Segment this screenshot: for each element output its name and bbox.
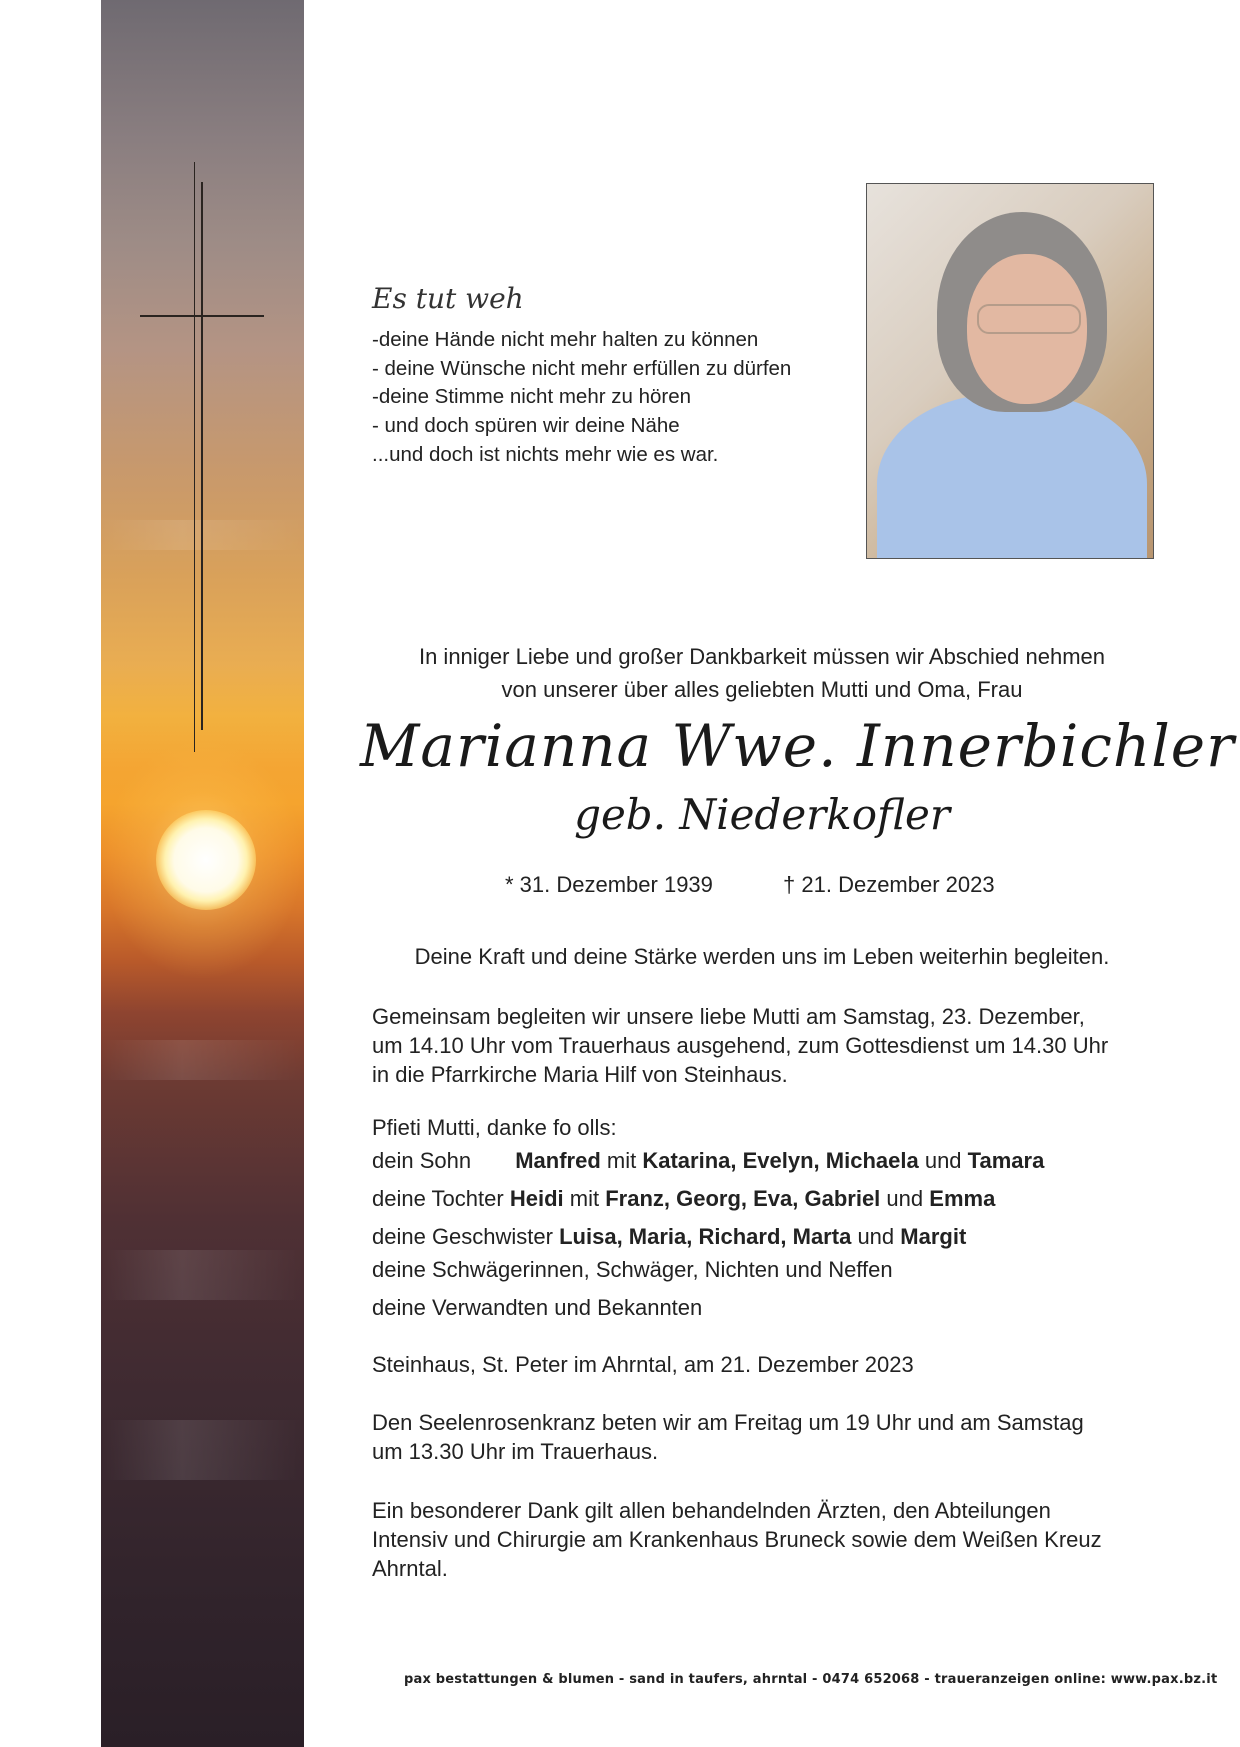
birth-date: * 31. Dezember 1939 (505, 872, 713, 897)
thanks-line: Ahrntal. (372, 1556, 448, 1581)
place-date-text: Steinhaus, St. Peter im Ahrntal, am 21. Dezember 2023 (372, 1352, 914, 1377)
siblings-and: und (857, 1224, 895, 1249)
son-last-child: Tamara (967, 1148, 1045, 1173)
cloud-streak (101, 1250, 304, 1300)
cloud-streak (101, 1040, 304, 1080)
sun (156, 810, 256, 910)
daughter-last-child: Emma (929, 1186, 996, 1211)
son-and: und (924, 1148, 962, 1173)
rosary-line: Den Seelenrosenkranz beten wir am Freitag um 19 Uhr und am Samstag (372, 1410, 1084, 1435)
thanks-line: Intensiv und Chirurgie am Krankenhaus Bruneck sowie dem Weißen Kreuz (372, 1527, 1102, 1552)
son-label: dein Sohn (372, 1148, 472, 1173)
intro-line: von unserer über alles geliebten Mutti und Oma, Frau (501, 677, 1023, 702)
footer-imprint: pax bestattungen & blumen - sand in taufers, ahrntal - 0474 652068 - traueranzeigen online: www.pax.bz.it (404, 1672, 1218, 1687)
rosary-info (372, 1408, 1158, 1466)
portrait-shoulders (877, 394, 1147, 559)
poem-line: -deine Hände nicht mehr halten zu können (372, 328, 759, 351)
death-date: † 21. Dezember 2023 (783, 872, 995, 897)
siblings-names: Luisa, Maria, Richard, Marta (559, 1224, 852, 1249)
poem-line: - und doch spüren wir deine Nähe (372, 414, 680, 438)
birth-name: geb. Niederkofler (574, 790, 950, 839)
funeral-line: Gemeinsam begleiten wir unsere liebe Mutti am Samstag, 23. Dezember, (372, 1004, 1085, 1029)
portrait-photo (866, 183, 1154, 559)
intro-line: In inniger Liebe und großer Dankbarkeit müssen wir Abschied nehmen (418, 644, 1106, 669)
intro-text (372, 640, 1152, 706)
deceased-name: Marianna Wwe. Innerbichler (360, 712, 1235, 780)
funeral-line: in die Pfarrkirche Maria Hilf von Steinhaus. (372, 1062, 788, 1087)
family-siblings (372, 1222, 1158, 1255)
son-with: mit (606, 1148, 637, 1173)
daughter-children: Franz, Georg, Eva, Gabriel (605, 1186, 881, 1211)
funeral-line: um 14.10 Uhr vom Trauerhaus ausgehend, zum Gottesdienst um 14.30 Uhr (372, 1033, 1109, 1058)
daughter-and: und (886, 1186, 924, 1211)
poem-line: - deine Wünsche nicht mehr erfüllen zu dürfen (372, 356, 792, 380)
cloud-streak (101, 1420, 304, 1480)
poem-title: Es tut weh (372, 282, 524, 315)
daughter-with: mit (569, 1186, 600, 1211)
poem-line: -deine Stimme nicht mehr zu hören (372, 385, 692, 409)
family-list (372, 1113, 1158, 1331)
portrait-glasses (977, 304, 1081, 334)
funeral-info (372, 1002, 1158, 1089)
poem-line: ...und doch ist nichts mehr wie es war. (372, 442, 719, 466)
place-date (372, 1350, 1158, 1379)
daughter-label: deine Tochter (372, 1186, 504, 1211)
siblings-last: Margit (900, 1224, 967, 1249)
son-name: Manfred (515, 1148, 601, 1173)
siblings-label: deine Geschwister (372, 1224, 553, 1249)
daughter-name: Heidi (509, 1186, 564, 1211)
family-son (372, 1146, 1158, 1184)
family-inlaws: deine Schwägerinnen, Schwäger, Nichten und Neffen (372, 1257, 893, 1282)
cross-icon-bar (140, 315, 264, 317)
cross-icon-shadow (194, 162, 195, 752)
family-greeting: Pfieti Mutti, danke fo olls: (372, 1115, 617, 1140)
rosary-line: um 13.30 Uhr im Trauerhaus. (372, 1439, 659, 1464)
son-children: Katarina, Evelyn, Michaela (642, 1148, 919, 1173)
family-daughter (372, 1184, 1158, 1222)
thanks-line: Ein besonderer Dank gilt allen behandelnden Ärzten, den Abteilungen (372, 1498, 1051, 1523)
cross-icon (201, 182, 203, 730)
family-relatives: deine Verwandten und Bekannten (372, 1295, 703, 1320)
thanks-info (372, 1496, 1158, 1583)
life-dates (505, 872, 995, 898)
motto: Deine Kraft und deine Stärke werden uns im Leben weiterhin begleiten. (414, 944, 1110, 969)
poem (372, 326, 791, 470)
